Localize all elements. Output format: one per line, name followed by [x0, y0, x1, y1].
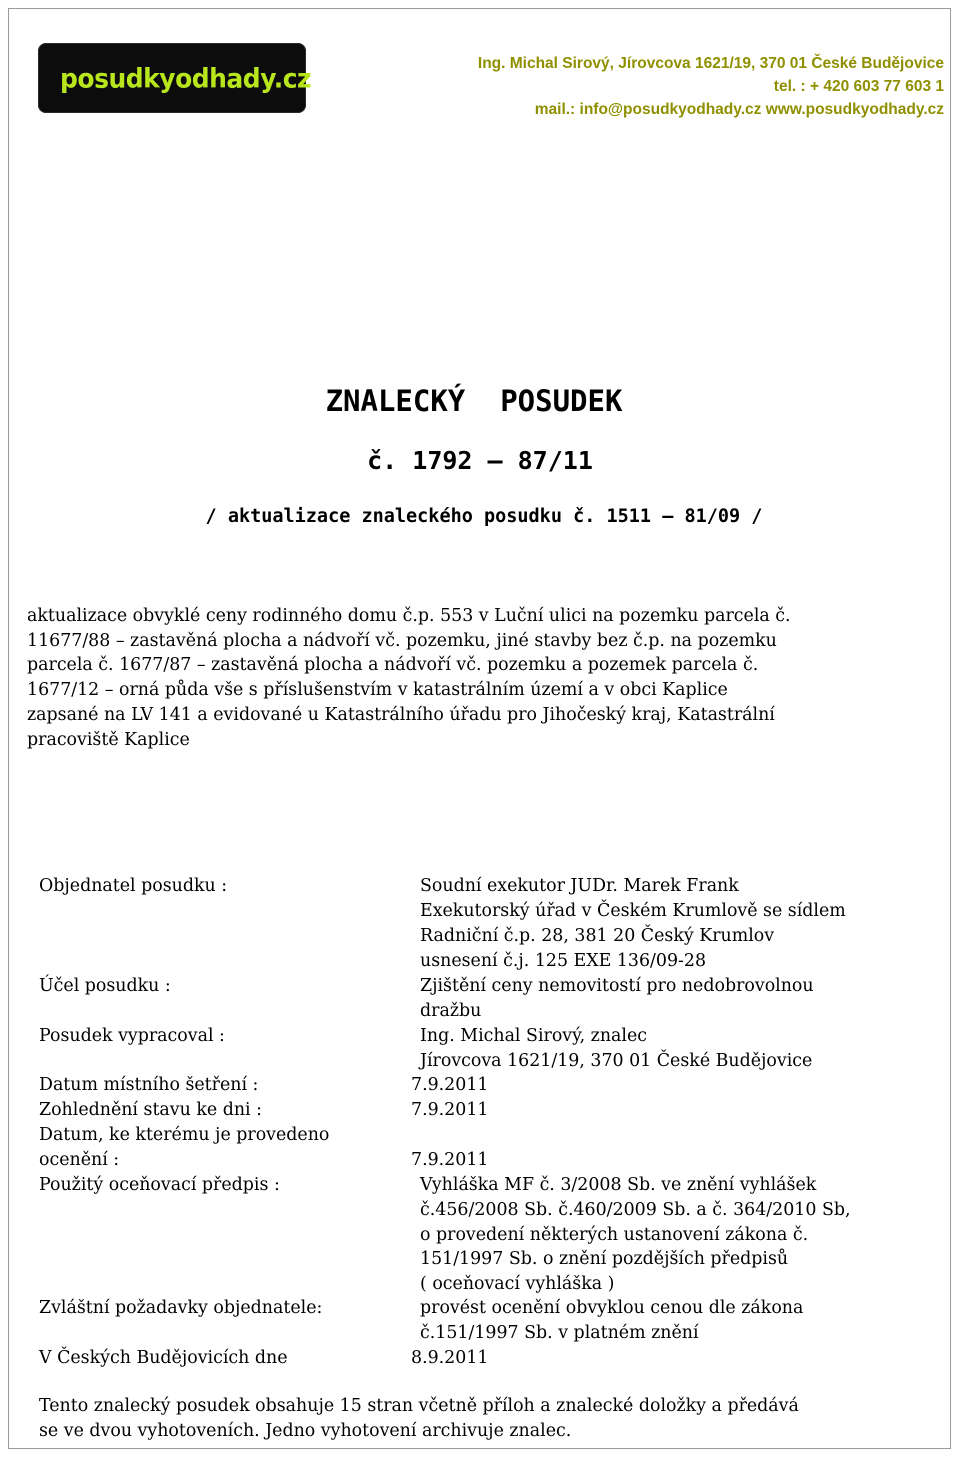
state-date-label: Zohlednění stavu ke dni : — [39, 1100, 262, 1120]
footer-line: se ve dvou vyhotoveních. Jedno vyhotovení archivuje znalec. — [39, 1420, 572, 1441]
regulation-value-line: ( oceňovací vyhláška ) — [420, 1274, 615, 1294]
state-date-value: 7.9.2011 — [411, 1100, 489, 1120]
description-line: aktualizace obvyklé ceny rodinného domu č.p. 553 v Luční ulici na pozemku parcela č. — [27, 606, 791, 626]
document-subtitle: / aktualizace znaleckého posudku č. 1511 – 81/09 / — [205, 506, 763, 527]
special-requirements-line: provést ocenění obvyklou cenou dle zákona — [420, 1298, 804, 1318]
description-line: zapsané na LV 141 a evidované u Katastrálního úřadu pro Jihočeský kraj, Katastrální — [27, 704, 775, 725]
client-value-line: Soudní exekutor JUDr. Marek Frank — [420, 876, 739, 896]
logo-text: posudkyodhady.cz — [60, 62, 312, 94]
client-value-line: Radniční č.p. 28, 381 20 Český Krumlov — [420, 926, 775, 946]
description-line: parcela č. 1677/87 – zastavěná plocha a nádvoří vč. pozemku a pozemek parcela č. — [27, 655, 759, 676]
special-requirements-line: č.151/1997 Sb. v platném znění — [420, 1323, 699, 1343]
client-value-line: Exekutorský úřad v Českém Krumlově se sídlem — [420, 901, 846, 921]
inspection-date-value: 7.9.2011 — [411, 1075, 489, 1095]
description-line: pracoviště Kaplice — [27, 729, 190, 750]
regulation-value-line: o provedení některých ustanovení zákona č. — [420, 1225, 809, 1245]
description-line: 1677/12 – orná půda vše s příslušenstvím v katastrálním území a v obci Kaplice — [27, 680, 728, 701]
footer-note — [39, 1394, 939, 1443]
regulation-value-line: Vyhláška MF č. 3/2008 Sb. ve znění vyhlášek — [420, 1175, 817, 1195]
property-description — [27, 604, 945, 752]
author-label: Posudek vypracoval : — [39, 1026, 225, 1046]
contact-phone: tel. : + 420 603 77 603 1 — [773, 78, 944, 95]
client-value-line: usnesení č.j. 125 EXE 136/09-28 — [420, 951, 707, 971]
inspection-date-label: Datum místního šetření : — [39, 1075, 259, 1095]
document-number: č. 1792 – 87/11 — [367, 446, 593, 475]
footer-line: Tento znalecký posudek obsahuje 15 stran včetně příloh a znalecké doložky a předává — [39, 1396, 799, 1416]
purpose-label: Účel posudku : — [39, 976, 171, 996]
purpose-value-line: dražbu — [420, 1001, 482, 1021]
contact-block — [478, 52, 944, 121]
place-date-label: V Českých Budějovicích dne — [39, 1348, 288, 1368]
document-title: ZNALECKÝ POSUDEK — [325, 384, 623, 418]
valuation-date-label: Datum, ke kterému je provedeno — [39, 1125, 330, 1145]
client-label: Objednatel posudku : — [39, 876, 228, 896]
valuation-date-label-cont: ocenění : — [39, 1150, 120, 1170]
author-value-line: Ing. Michal Sirový, znalec — [420, 1026, 648, 1046]
description-line: 11677/88 – zastavěná plocha a nádvoří vč. pozemku, jiné stavby bez č.p. na pozemku — [27, 630, 777, 651]
regulation-value-line: 151/1997 Sb. o znění pozdějších předpisů — [420, 1249, 789, 1269]
purpose-value-line: Zjištění ceny nemovitostí pro nedobrovolnou — [420, 976, 814, 996]
contact-address: Ing. Michal Sirový, Jírovcova 1621/19, 370 01 České Budějovice — [477, 55, 944, 72]
author-value-line: Jírovcova 1621/19, 370 01 České Budějovice — [420, 1051, 813, 1071]
contact-email-web: mail.: info@posudkyodhady.cz www.posudkyodhady.cz — [534, 101, 944, 118]
place-date-value: 8.9.2011 — [411, 1348, 489, 1368]
valuation-date-value: 7.9.2011 — [411, 1150, 489, 1170]
company-logo — [38, 43, 312, 113]
regulation-value-line: č.456/2008 Sb. č.460/2009 Sb. a č. 364/2010 Sb, — [420, 1200, 851, 1220]
special-requirements-label: Zvláštní požadavky objednatele: — [39, 1298, 323, 1318]
regulation-label: Použitý oceňovací předpis : — [39, 1175, 280, 1195]
